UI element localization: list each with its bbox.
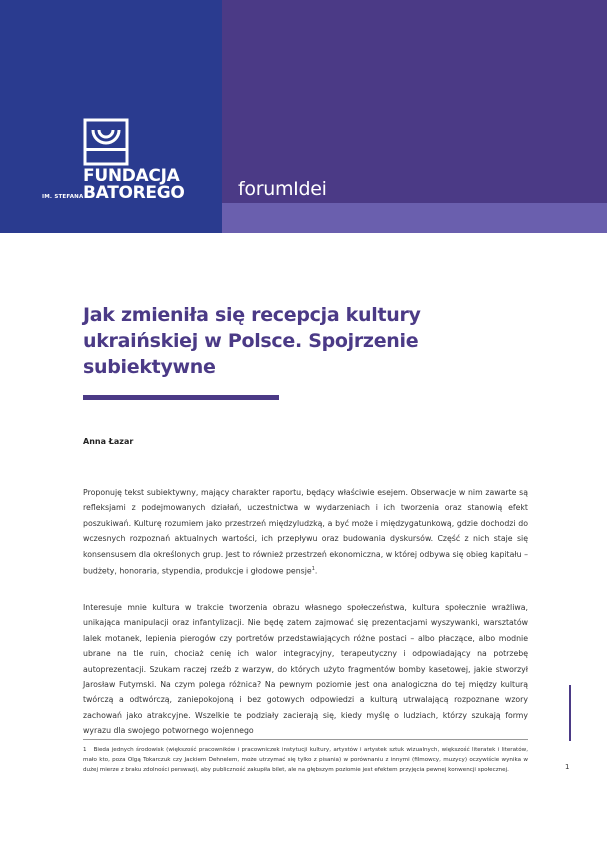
footnote-ref[interactable]: 1 [311, 566, 315, 573]
article-title: Jak zmieniła się recepcja kultury ukraińskiej w Polsce. Spojrzenie subiektywne [83, 304, 421, 378]
foundation-name-line1: FUNDACJA [83, 166, 180, 186]
foundation-name [83, 168, 185, 202]
footnote [83, 745, 528, 775]
page-number: 1 [565, 763, 570, 771]
foundation-name-line2: BATOREGO [83, 183, 185, 203]
series-name: forumIdei [238, 178, 327, 200]
header-band [222, 203, 607, 233]
header [0, 0, 607, 233]
paragraph-2: Interesuje mnie kultura w trakcie tworzenia obrazu własnego społeczeństwa, kultura społecznie wrażliwa, unikająca manipulacji oraz infantylizacji. Nie będę zatem zajmować się prezentacjami wyszywanki, warsztatów lalek motanek, lepienia pierogów czy portretów przedstawiających różne postaci – albo płaczące, albo modnie ubrane na tle ruin, chociaż cenię ich walor integracyjny, terapeutyczny i odpowiadający na potrzebę autoprezentacji. Szukam raczej rzeźb z warzyw, do których użyto fragmentów bomby kasetowej, jakie stworzył Jarosław Futymski. Na czym polega różnica? Na pewnym poziomie jest ona analogiczna do tej między kulturą twórczą a odtwórczą, zaniepokojoną i bez gotowych odpowiedzi a kulturą utrwalającą rozpoznane wzory zachowań jako atrakcyjne. Wszelkie te podziały zacierają się, kiedy myślę o ludziach, którzy szukają formy wyrazu dla swojego potwornego wojennego [83, 603, 528, 736]
foundation-logo-icon [83, 118, 129, 166]
footnote-text: Bieda jednych środowisk (większość pracowników i pracowniczek instytucji kultury, artystów i artystek sztuk wizualnych, większość literatek i literatów, mało kto, poza Olgą Tokarczuk czy Jackiem Dehnelem, może utrzymać się tylko z pisania) w porównaniu z innymi (filmowcy, muzycy) oczywiście wynika w dużej mierze z braku zdolności perswazji, aby publiczność zakupiła bilet, ale na głębszym poziomie jest efektem przyjęcia pewnej konwencji społecznej. [83, 747, 528, 773]
foundation-name-prefix: IM. STEFANA [42, 194, 84, 200]
footnote-divider [83, 739, 528, 740]
footnote-number: 1 [83, 747, 87, 753]
article-author: Anna Łazar [83, 437, 134, 446]
side-marker [569, 685, 571, 741]
paragraph-1-text: Proponuję tekst subiektywny, mający charakter raportu, będący właściwie esejem. Obserwacje w nim zawarte są refleksjami z podejmowanych działań, uczestnictwa w wydarzeniach i ich tworzenia oraz stanowią efekt poszukiwań. Kulturę rozumiem jako przestrzeń międzyludzką, a być może i międzygatunkową, gdzie dochodzi do wczesnych rozpoznań aktualnych wartości, ich przepływu oraz budowania dyskursów. Część z nich staje się konsensusem dla określonych grup. Jest to również przestrzeń ekonomiczna, w której odbywa się obieg kapitału – budżety, honoraria, stypendia, produkcje i głodowe pensje [83, 488, 528, 576]
title-underline [83, 395, 279, 400]
paragraph-1-end: . [314, 566, 318, 576]
paragraph-1 [83, 485, 528, 579]
